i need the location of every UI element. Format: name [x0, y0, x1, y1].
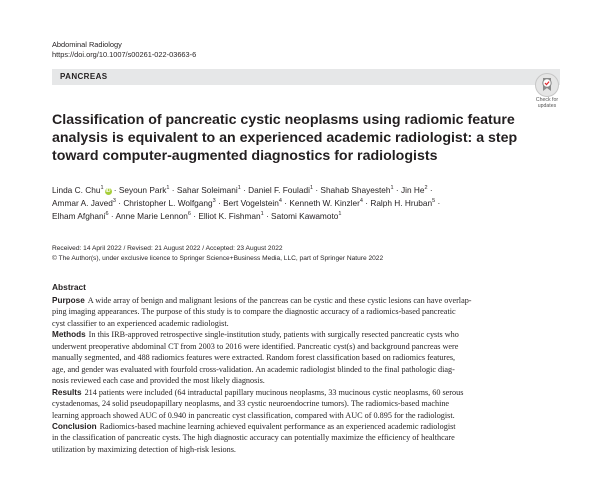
abstract-line: ping imaging appearances. The purpose of this study is to compare the diagnostic accuracy of a radiomics-based pancreatic [52, 307, 456, 317]
author-name[interactable]: Kenneth W. Kinzler [289, 198, 360, 208]
check-for-updates-label: Check for [535, 97, 559, 103]
affiliation-marker: 3 [112, 198, 116, 205]
abstract-line: Methods In this IRB-approved retrospective single-institution study, patients with surgically resected pancreatic cysts who [52, 330, 459, 340]
check-for-updates-button[interactable] [533, 73, 561, 109]
affiliation-marker: 1 [338, 211, 342, 218]
history-dates: Received: 14 April 2022 / Revised: 21 August 2022 / Accepted: 23 August 2022 [52, 245, 283, 252]
abstract-line: Purpose A wide array of benign and malignant lesions of the pancreas can be cystic and these cystic lesions can have overlap- [52, 296, 472, 305]
affiliation-marker: 6 [187, 211, 191, 218]
author-name[interactable]: Christopher L. Wolfgang [123, 198, 213, 208]
affiliation-marker: 2 [424, 185, 428, 192]
section-banner [52, 69, 560, 85]
author-name[interactable]: Seyoun Park [118, 185, 167, 195]
abstract-heading: Abstract [52, 282, 86, 292]
results-label: Results [52, 387, 82, 397]
check-for-updates-label-2: updates [537, 102, 557, 109]
author-name[interactable]: Shahab Shayesteh [320, 185, 391, 195]
author-name[interactable]: Elliot K. Fishman [198, 211, 261, 221]
author-name[interactable]: Satomi Kawamoto [271, 211, 339, 221]
abstract-line: utilization by maximizing detection of high-risk lesions. [52, 444, 236, 454]
author-line: Linda C. Chu$^1$ iD · Seyoun Park$^1$ · Sahar Soleimani$^1$ · Daniel F. Fouladi$^1$ · Shahab Shayesteh$^1$ · Jin $He^2$ · [52, 185, 433, 195]
author-list [52, 184, 440, 223]
affiliation-marker: 4 [278, 198, 282, 205]
affiliation-marker: 1 [100, 185, 104, 192]
abstract-line: learning approach showed AUC of 0.940 in pancreatic cyst classification, compared with AUC of 0.895 for the radiologist. [52, 410, 455, 420]
abstract-line: age, and gender was evaluated with fourfold cross-validation. An academic radiologist blinded to the final pathologic diag- [52, 364, 455, 374]
abstract-line: manually segmented, and 488 radiomics features were extracted. Random forest classification based on radiomics features, [52, 353, 456, 363]
orcid-icon[interactable]: iD [105, 188, 111, 194]
journal-name: Abdominal Radiology [52, 40, 122, 49]
affiliation-marker: 6 [105, 211, 109, 218]
author-name[interactable]: Elham Afghani [52, 211, 106, 221]
affiliation-marker: 5 [432, 198, 436, 205]
abstract-line: cystadenomas, 24 solid pseudopapillary neoplasms, and 33 cystic neuroendocrine tumors). The radiomics-based machine [52, 399, 450, 409]
author-name[interactable]: Sahar Soleimani [176, 185, 238, 195]
author-name[interactable]: Bert Vogelstein [223, 198, 279, 208]
affiliation-marker: 1 [390, 185, 394, 192]
conclusion-label: Conclusion [52, 421, 97, 431]
doi-link[interactable]: https://doi.org/10.1007/s00261-022-03663-6 [52, 50, 197, 59]
article-title [52, 111, 518, 165]
affiliation-marker: 1 [166, 185, 170, 192]
author-name[interactable]: Daniel F. Fouladi [248, 185, 310, 195]
affiliation-marker: 1 [260, 211, 264, 218]
purpose-label: Purpose [52, 296, 85, 305]
affiliation-marker: 1 [309, 185, 314, 192]
methods-label: Methods [52, 330, 86, 340]
author-line: Elham Afghani$^6$ · Anne Marie Lennon$^6$ · Elliot K. Fishman$^1$ · Satomi Kawamoto$^1$ [52, 211, 342, 221]
affiliation-marker: 4 [359, 198, 363, 205]
section-label: PANCREAS [60, 72, 108, 81]
abstract-line: underwent preoperative abdominal CT from 2003 to 2016 were identified. Pancreatic cyst(s) and background pancreas were [52, 341, 459, 351]
author-name[interactable]: Ammar A. Javed [52, 198, 113, 208]
title-line: toward computer-augmented diagnostics for radiologists [52, 148, 438, 164]
author-name[interactable]: Ralph H. Hruban [370, 198, 433, 208]
abstract-section [52, 282, 572, 455]
author-name[interactable]: Linda C. Chu [52, 185, 101, 195]
title-line: Classification of pancreatic cystic neoplasms using radiomic feature [52, 112, 515, 128]
abstract-line: Conclusion Radiomics-based machine learning achieved equivalent performance as an experienced academic radiologist [52, 421, 456, 431]
affiliation-marker: 3 [212, 198, 216, 205]
author-line: Ammar A. Javed$^3$ · Christopher L. Wolfgang$^3$ · Bert Vogelstein$^4$ · Kenneth W. Kinzler$^4$ · Ralph H. Hruban$^5$ · [52, 198, 441, 208]
publication-dates [52, 244, 383, 263]
author-name[interactable]: Jin He [400, 185, 425, 195]
affiliation-marker: 1 [237, 185, 241, 192]
title-line: analysis is equivalent to an experienced academic radiologist: a step [52, 130, 518, 146]
bookmark-check-icon [535, 73, 559, 97]
abstract-line: cyst classifier to an experienced academic radiologist. [52, 318, 229, 328]
abstract-line: Results 214 patients were included (64 intraductal papillary mucinous neoplasms, 33 mucinous cystic neoplasms, 60 serous [52, 387, 464, 397]
author-name[interactable]: Anne Marie Lennon [115, 211, 188, 221]
abstract-line: nosis reviewed each case and provided the most likely diagnosis. [52, 376, 265, 386]
abstract-line: in the classification of pancreatic cysts. The high diagnostic accuracy can potentially maximize the efficiency of healthcare [52, 433, 455, 443]
copyright-notice: © The Author(s), under exclusive licence to Springer Science+Business Media, LLC, part of Springer Nature 2022 [52, 254, 384, 262]
